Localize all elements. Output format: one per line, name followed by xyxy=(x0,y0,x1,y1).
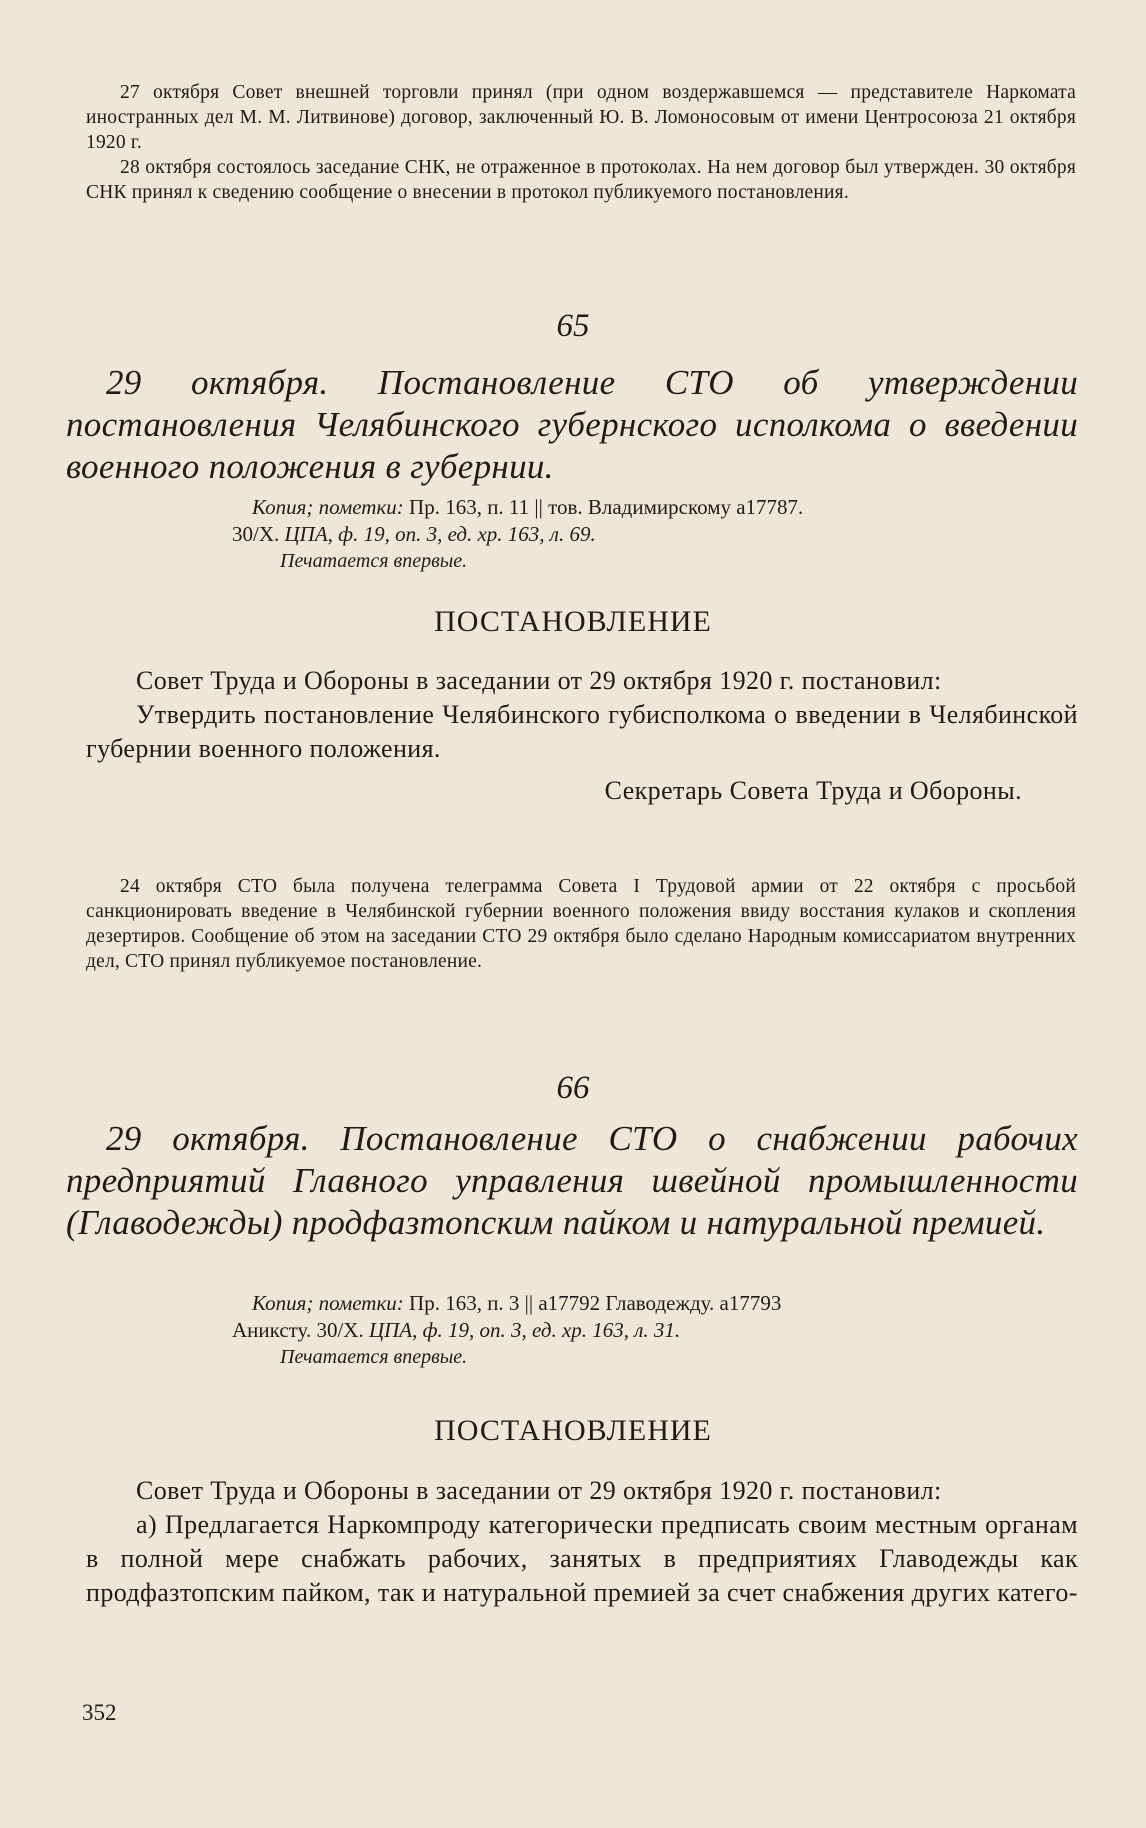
doc66-source-kind: Копия; пометки: xyxy=(252,1291,404,1315)
doc65-body xyxy=(86,664,1078,808)
page-number: 352 xyxy=(82,1700,117,1725)
doc65-source xyxy=(232,494,1077,575)
doc66-number: 66 xyxy=(556,1070,590,1106)
doc65-source-marks-cont: 30/X. xyxy=(232,522,280,546)
doc66-body xyxy=(86,1474,1078,1610)
doc66-title: 29 октября. Постановление СТО о снабжении рабочих предприятий Главного управления швейной промышленности (Главодежды) продфазтопским пайком и натуральной премией. xyxy=(66,1119,1078,1242)
doc66-source-marks-cont: Аниксту. 30/X. xyxy=(232,1318,364,1342)
doc66-source xyxy=(232,1290,1077,1371)
doc66-body-1: Совет Труда и Обороны в заседании от 29 октября 1920 г. постановил: xyxy=(136,1476,942,1505)
doc65-section-title: ПОСТАНОВЛЕНИЕ xyxy=(434,605,712,638)
doc66-source-marks: Пр. 163, п. 3 || а17792 Главодежду. а17793 xyxy=(409,1291,782,1315)
intro-note-2: 28 октября состоялось заседание СНК, не отраженное в протоколах. На нем договор был утвержден. 30 октября СНК принял к сведению сообщение о внесении в протокол публикуемого постановления. xyxy=(86,157,1076,203)
doc65-note: 24 октября СТО была получена телеграмма Совета I Трудовой армии от 22 октября с просьбой санкционировать введение в Челябинской губернии военного положения ввиду восстания кулаков и скопления дезертиров. Сообщение об этом на заседании СТО 29 октября было сделано Народным комиссариатом внутренних дел, СТО принял публикуемое постановление. xyxy=(86,876,1076,972)
doc65-number: 65 xyxy=(556,308,590,344)
doc66-printed: Печатается впервые. xyxy=(280,1346,468,1368)
doc65-source-kind: Копия; пометки: xyxy=(252,495,404,519)
doc65-title: 29 октября. Постановление СТО об утверждении постановления Челябинского губернского исполкома о введении военного положения в губернии. xyxy=(66,363,1078,486)
doc66-body-2: а) Предлагается Наркомпроду категорически предписать своим местным органам в полной мере снабжать рабочих, занятых в предприятиях Главодежды как продфазтопским пайком, так и натуральной премией за счет снабжения других катего- xyxy=(86,1510,1078,1607)
doc66-archive: ЦПА, ф. 19, оп. 3, ед. хр. 163, л. 31. xyxy=(368,1318,681,1342)
doc65-signature: Секретарь Совета Труда и Обороны. xyxy=(604,776,1022,805)
doc65-source-marks: Пр. 163, п. 11 || тов. Владимирскому а17787. xyxy=(409,495,804,519)
doc65-body-2: Утвердить постановление Челябинского губисполкома о введении в Челябинской губернии военного положения. xyxy=(86,700,1078,763)
doc65-body-1: Совет Труда и Обороны в заседании от 29 октября 1920 г. постановил: xyxy=(136,666,942,695)
doc66-section-title: ПОСТАНОВЛЕНИЕ xyxy=(434,1414,712,1447)
doc65-archive: ЦПА, ф. 19, оп. 3, ед. хр. 163, л. 69. xyxy=(284,522,596,546)
intro-notes xyxy=(86,80,1076,205)
intro-note-1: 27 октября Совет внешней торговли принял (при одном воздержавшемся — представителе Наркомата иностранных дел М. М. Литвинове) договор, заключенный Ю. В. Ломоносовым от имени Центросоюза 21 октября 1920 г. xyxy=(86,82,1076,153)
doc65-printed: Печатается впервые. xyxy=(280,550,468,572)
